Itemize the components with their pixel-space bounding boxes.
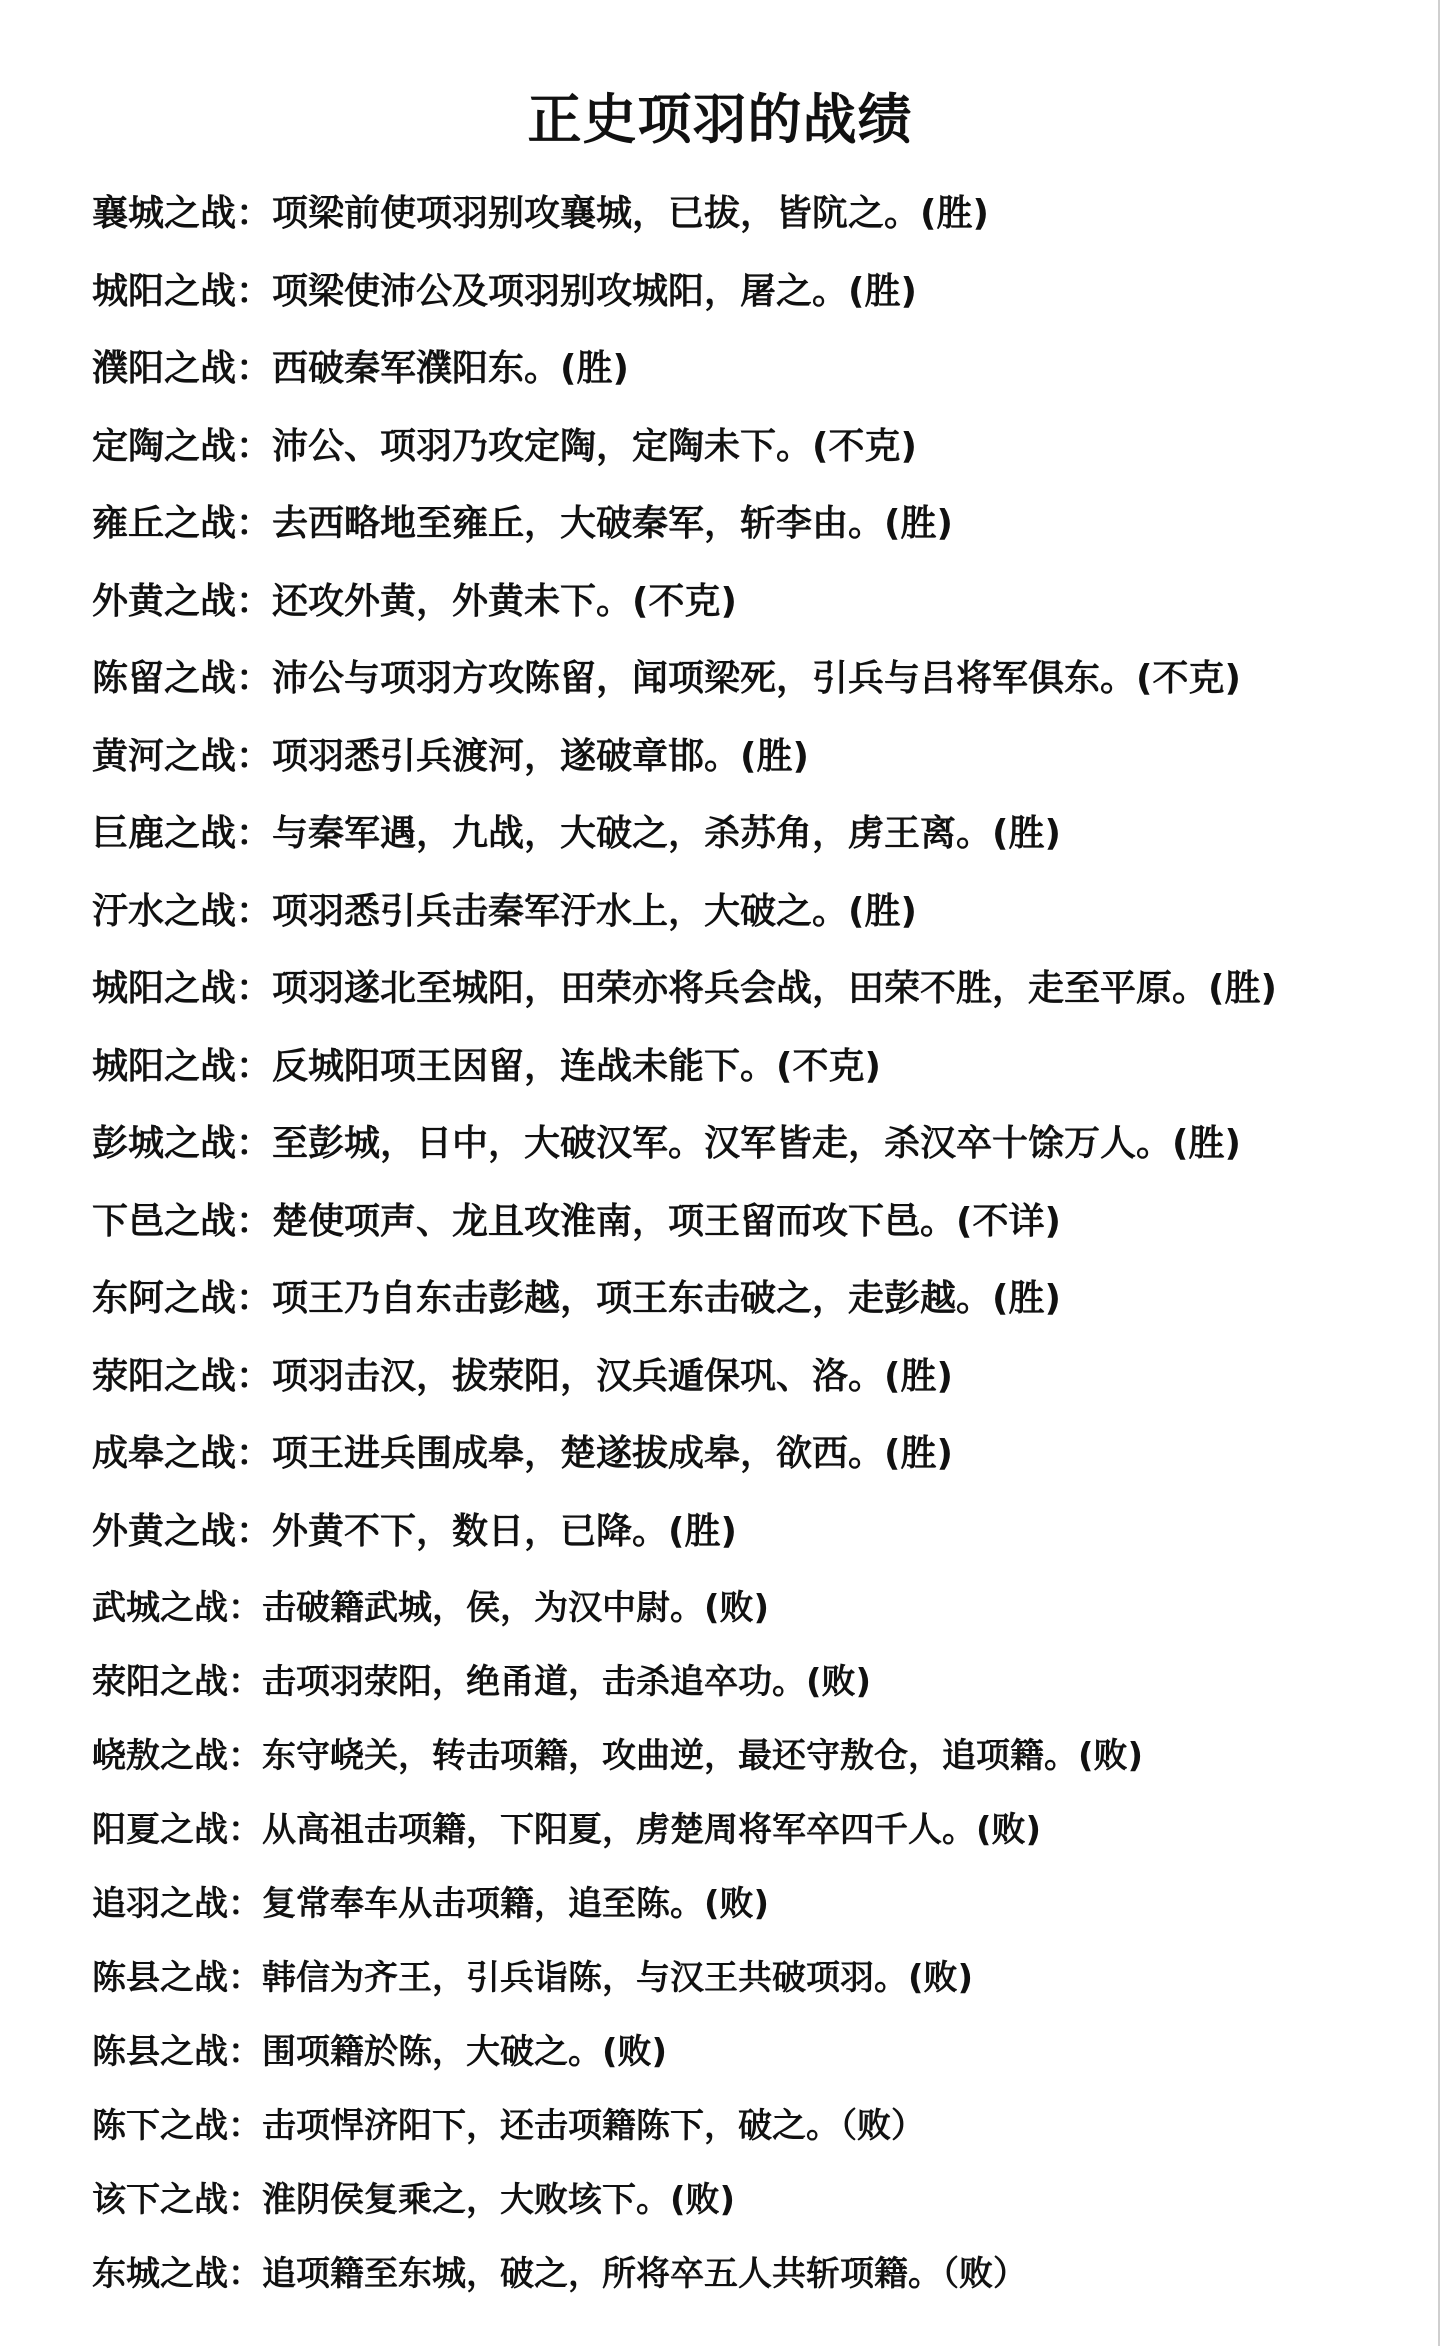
battle-name: 濮阳之战： <box>92 348 273 389</box>
battle-desc: 至彭城，日中，大破汉军。汉军皆走，杀汉卒十馀万人。(胜) <box>272 1123 1241 1164</box>
battle-row <box>92 957 1392 1035</box>
battle-desc: 项梁使沛公及项羽别攻城阳，屠之。(胜) <box>272 270 917 312</box>
battle-row <box>92 1500 1392 1578</box>
defeat-name: 陈县之战： <box>92 1958 262 1998</box>
defeat-name: 陈下之战： <box>92 2106 262 2146</box>
defeat-desc: 东守峣关，转击项籍，攻曲逆，最还守敖仓，追项籍。(败) <box>262 1736 1144 1776</box>
battle-desc: 沛公、项羽乃攻定陶，定陶未下。(不克) <box>272 425 917 467</box>
battle-row <box>92 1112 1392 1190</box>
battle-row <box>92 1035 1392 1113</box>
battle-name: 下邑之战： <box>92 1200 273 1242</box>
battle-row <box>92 1345 1392 1423</box>
defeat-name: 陈县之战： <box>92 2032 262 2072</box>
battle-desc: 项羽悉引兵击秦军汙水上，大破之。(胜) <box>272 890 917 932</box>
battle-row <box>92 1422 1392 1500</box>
defeat-row <box>92 1799 1392 1873</box>
defeat-desc: 围项籍於陈，大破之。(败) <box>262 2032 668 2072</box>
battle-name: 荥阳之战： <box>92 1355 273 1397</box>
defeat-name: 该下之战： <box>92 2180 262 2220</box>
battle-name: 巨鹿之战： <box>92 813 273 854</box>
battle-name: 成皋之战： <box>92 1433 273 1474</box>
battle-name: 城阳之战： <box>92 1045 273 1087</box>
defeat-name: 追羽之战： <box>92 1884 262 1924</box>
defeat-desc: 淮阴侯复乘之，大败垓下。(败) <box>262 2180 736 2220</box>
defeat-row <box>92 2095 1392 2169</box>
battle-row <box>92 337 1392 415</box>
battle-row <box>92 647 1392 725</box>
defeat-desc: 追项籍至东城，破之，所将卒五人共斩项籍。（败） <box>262 2254 1027 2294</box>
page-title: 正史项羽的战绩 <box>527 88 913 152</box>
defeat-row <box>92 1577 1392 1651</box>
battle-name: 襄城之战： <box>92 193 273 234</box>
battle-name: 汙水之战： <box>92 890 273 932</box>
battle-desc: 项羽遂北至城阳，田荣亦将兵会战，田荣不胜，走至平原。(胜) <box>272 968 1277 1009</box>
battle-desc: 反城阳项王因留，连战未能下。(不克) <box>272 1045 881 1087</box>
battle-name: 外黄之战： <box>92 580 273 622</box>
battle-row <box>92 880 1392 958</box>
battle-desc: 项梁前使项羽别攻襄城，已拔，皆阬之。(胜) <box>272 193 989 234</box>
defeat-row <box>92 1947 1392 2021</box>
battle-name: 东阿之战： <box>92 1278 273 1319</box>
defeat-desc: 从高祖击项籍，下阳夏，虏楚周将军卒四千人。(败) <box>262 1810 1042 1850</box>
defeat-row <box>92 1725 1392 1799</box>
battle-desc: 楚使项声、龙且攻淮南，项王留而攻下邑。(不详) <box>272 1200 1061 1242</box>
defeat-name: 武城之战： <box>92 1588 262 1628</box>
battle-row <box>92 260 1392 338</box>
defeat-row <box>92 1651 1392 1725</box>
battle-desc: 项王进兵围成皋，楚遂拔成皋，欲西。(胜) <box>272 1433 953 1474</box>
battle-desc: 与秦军遇，九战，大破之，杀苏角，虏王离。(胜) <box>272 813 1061 854</box>
battle-row <box>92 1267 1392 1345</box>
battle-desc: 还攻外黄，外黄未下。(不克) <box>272 580 737 622</box>
battle-name: 外黄之战： <box>92 1510 273 1552</box>
defeat-name: 荥阳之战： <box>92 1662 262 1702</box>
battle-name: 黄河之战： <box>92 735 273 777</box>
defeat-desc: 复常奉车从击项籍，追至陈。(败) <box>262 1884 770 1924</box>
battle-desc: 项羽击汉，拔荥阳，汉兵遁保巩、洛。(胜) <box>272 1355 953 1397</box>
defeat-name: 峣敖之战： <box>92 1736 262 1776</box>
battle-row <box>92 570 1392 648</box>
defeat-row <box>92 1873 1392 1947</box>
defeat-row <box>92 2169 1392 2243</box>
battle-desc: 外黄不下，数日，已降。(胜) <box>272 1510 737 1552</box>
battle-name: 城阳之战： <box>92 968 273 1009</box>
battle-row <box>92 725 1392 803</box>
battle-name: 陈留之战： <box>92 658 273 699</box>
defeat-name: 东城之战： <box>92 2254 262 2294</box>
battle-name: 定陶之战： <box>92 425 273 467</box>
defeat-row <box>92 2243 1392 2317</box>
battle-list <box>92 182 1392 2317</box>
defeat-desc: 击项羽荥阳，绝甬道，击杀追卒功。(败) <box>262 1662 872 1702</box>
battle-name: 彭城之战： <box>92 1123 273 1164</box>
battle-name: 雍丘之战： <box>92 503 273 544</box>
battle-row <box>92 802 1392 880</box>
battle-row <box>92 415 1392 493</box>
defeat-desc: 韩信为齐王，引兵诣陈，与汉王共破项羽。(败) <box>262 1958 974 1998</box>
defeat-desc: 击破籍武城，侯，为汉中尉。(败) <box>262 1588 770 1628</box>
battle-name: 城阳之战： <box>92 270 273 312</box>
battle-desc: 项羽悉引兵渡河，遂破章邯。(胜) <box>272 735 809 777</box>
battle-desc: 沛公与项羽方攻陈留，闻项梁死，引兵与吕将军俱东。(不克) <box>272 658 1241 699</box>
defeat-name: 阳夏之战： <box>92 1810 262 1850</box>
battle-desc: 项王乃自东击彭越，项王东击破之，走彭越。(胜) <box>272 1278 1061 1319</box>
defeat-desc: 击项悍济阳下，还击项籍陈下，破之。（败） <box>262 2106 925 2146</box>
battle-desc: 去西略地至雍丘，大破秦军，斩李由。(胜) <box>272 503 953 544</box>
battle-row <box>92 1190 1392 1268</box>
defeat-row <box>92 2021 1392 2095</box>
battle-row <box>92 492 1392 570</box>
battle-row <box>92 182 1392 260</box>
battle-desc: 西破秦军濮阳东。(胜) <box>272 348 629 389</box>
